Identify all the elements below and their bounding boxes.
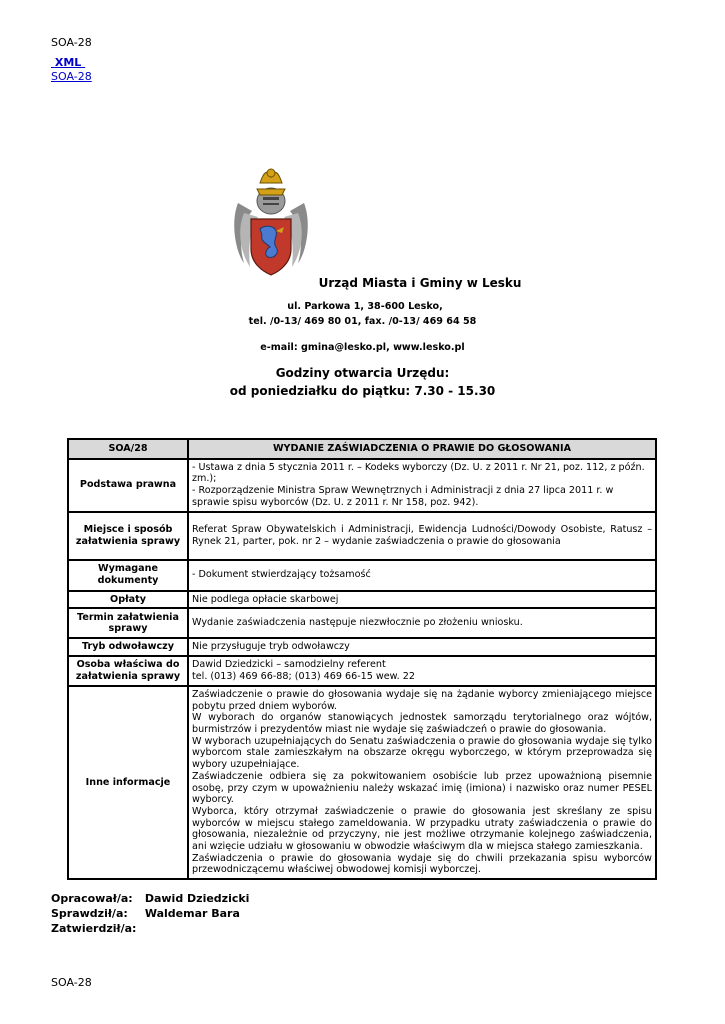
other-info-paragraph: W wyborach do organów stanowiących jednostek samorządu terytorialnego oraz wójtów, burmistrzów i prezydentów miast nie wydaje się zaświadczeń o prawie do głosowania. [192, 712, 652, 736]
row-value-other-info [188, 686, 656, 879]
row-label-other-info: Inne informacje [68, 686, 188, 879]
table-row [68, 512, 656, 560]
xml-link[interactable] [51, 56, 85, 69]
xml-link-label: XML [54, 56, 82, 69]
office-name: Urząd Miasta i Gminy w Lesku [318, 276, 522, 290]
prepared-label: Opracował/a: [51, 892, 133, 905]
checked-by [51, 907, 240, 920]
row-label-legal-basis: Podstawa prawna [68, 459, 188, 512]
table-row [68, 686, 656, 879]
row-label-place: Miejsce i sposób załatwienia sprawy [68, 512, 188, 560]
row-value-documents: - Dokument stwierdzający tożsamość [188, 560, 656, 591]
table-row [68, 560, 656, 591]
checked-name: Waldemar Bara [144, 907, 240, 920]
table-row [68, 638, 656, 656]
row-value-appeal: Nie przysługuje tryb odwoławczy [188, 638, 656, 656]
other-info-paragraph: Zaświadczenie o prawie do głosowania wydaje się na żądanie wyborcy zmieniającego miejsce pobytu przed dniem wyborów. [192, 688, 652, 712]
table-row [68, 591, 656, 609]
table-row [68, 608, 656, 638]
office-address: ul. Parkowa 1, 38-600 Lesko, [287, 301, 443, 312]
contact-phone: tel. (013) 469 66-88; (013) 469 66-15 wew. 22 [192, 670, 415, 682]
table-row [68, 656, 656, 686]
row-value-place: Referat Spraw Obywatelskich i Administracji, Ewidencja Ludności/Dowody Osobiste, Ratusz – Rynek 21, parter, pok. nr 2 – wydanie zaświadczenia o prawie do głosowania [188, 512, 656, 560]
office-email: e-mail: gmina@lesko.pl, www.lesko.pl [260, 342, 465, 353]
procedure-title: WYDANIE ZAŚWIADCZENIA O PRAWIE DO GŁOSOWANIA [188, 439, 656, 459]
row-label-documents: Wymagane dokumenty [68, 560, 188, 591]
soa-link[interactable]: SOA-28 [51, 70, 92, 83]
legal-basis-line: - Rozporządzenie Ministra Spraw Wewnętrznych i Administracji z dnia 27 lipca 2011 r. w sprawie spisu wyborców (Dz. U. z 2011 r. Nr 158, poz. 942). [192, 485, 614, 508]
row-value-contact [188, 656, 656, 686]
coat-of-arms-icon [230, 163, 312, 278]
page-code: SOA-28 [51, 976, 92, 989]
row-value-legal-basis [188, 459, 656, 512]
other-info-paragraph: Zaświadczenie odbiera się za pokwitowaniem osobiście lub przez upoważnioną pisemnie osobę, przy czym w upoważnieniu należy wskazać imię (imiona) i nazwisko oraz numer PESEL wyborcy. [192, 770, 652, 806]
row-value-deadline: Wydanie zaświadczenia następuje niezwłocznie po złożeniu wniosku. [188, 608, 656, 638]
other-info-paragraph: Zaświadczenia o prawie do głosowania wydaje się do chwili przekazania spisu wyborców przewodniczącemu właściwej obwodowej komisji wyborczej. [192, 852, 652, 876]
legal-basis-line: - Ustawa z dnia 5 stycznia 2011 r. – Kodeks wyborczy (Dz. U. z 2011 r. Nr 21, poz. 112, z późn. zm.); [192, 461, 645, 485]
other-info-paragraph: W wyborach uzupełniających do Senatu zaświadczenia o prawie do głosowania wydaje się tylko wyborcom stale zamieszkałym na obszarze okręgu wyborczego, w którym przeprowadza się wybory uzupełniające. [192, 735, 652, 771]
hours-title: Godziny otwarcia Urzędu: [275, 366, 450, 380]
contact-name: Dawid Dziedzicki – samodzielny referent [192, 659, 386, 671]
row-label-contact: Osoba właściwa do załatwienia sprawy [68, 656, 188, 686]
row-label-deadline: Termin załatwienia sprawy [68, 608, 188, 638]
checked-label: Sprawdził/a: [51, 907, 128, 920]
approved-label: Zatwierdził/a: [51, 922, 137, 935]
procedure-code: SOA/28 [68, 439, 188, 459]
prepared-by [51, 892, 249, 905]
procedure-table [67, 438, 657, 880]
other-info-paragraph: Wyborca, który otrzymał zaświadczenie o prawie do głosowania jest skreślany ze spisu wyborców w miejscu stałego zameldowania. W przypadku utraty zaświadczenia o prawie do głosowania, niezależnie od przyczyny, nie jest możliwe otrzymanie kolejnego zaświadczenia, ani wzięcie udziału w głosowaniu w obwodzie właściwym dla w miejsca stałego zamieszkania. [192, 805, 652, 853]
approved-by [51, 922, 141, 935]
office-hours: od poniedziałku do piątku: 7.30 - 15.30 [229, 384, 496, 398]
prepared-name: Dawid Dziedzicki [144, 892, 250, 905]
row-label-appeal: Tryb odwoławczy [68, 638, 188, 656]
row-label-fees: Opłaty [68, 591, 188, 609]
table-header-row [68, 439, 656, 459]
table-row [68, 459, 656, 512]
row-value-fees: Nie podlega opłacie skarbowej [188, 591, 656, 609]
doc-code: SOA-28 [51, 36, 92, 49]
office-phone: tel. /0-13/ 469 80 01, fax. /0-13/ 469 64 58 [248, 316, 477, 327]
